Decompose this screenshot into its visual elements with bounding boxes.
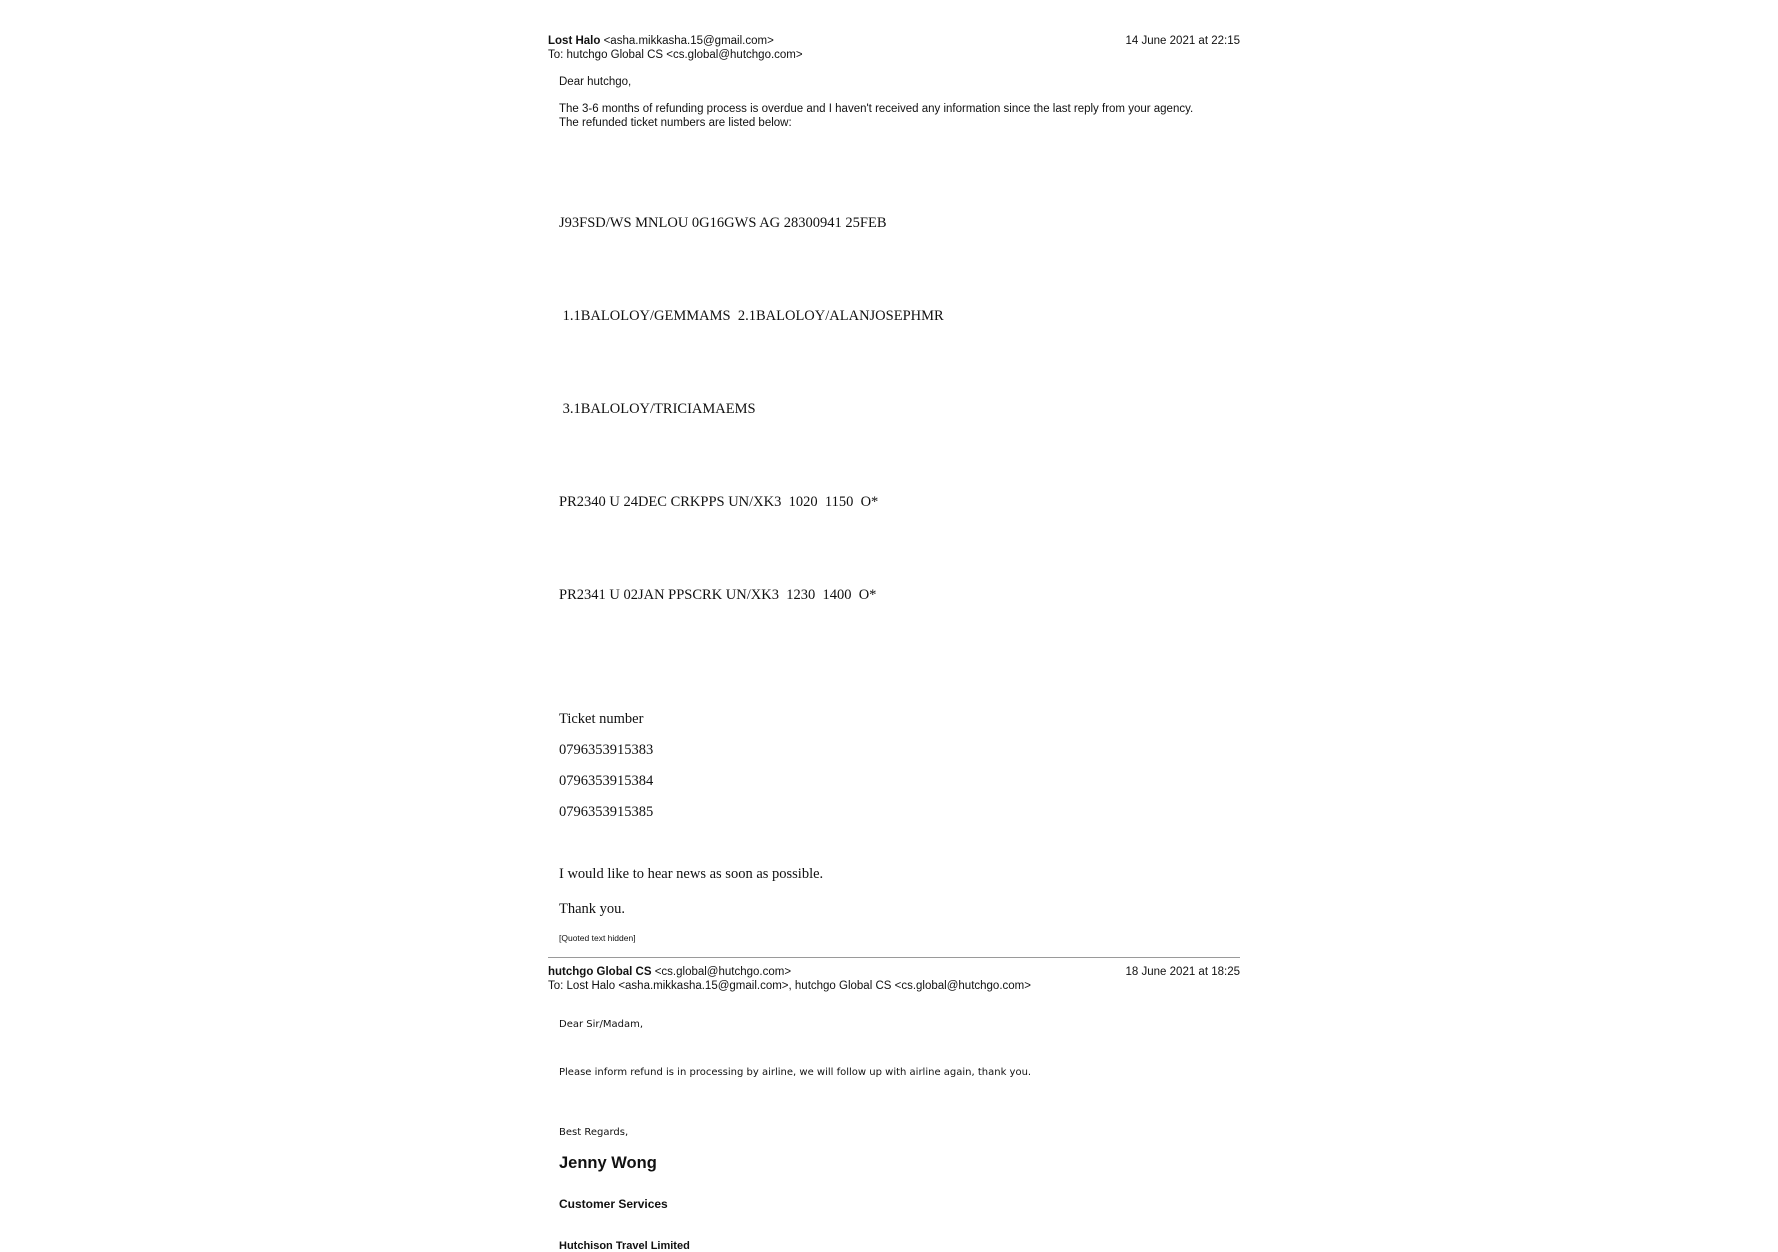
intro-line-2: The refunded ticket numbers are listed below: [559,117,792,129]
greeting: Dear Sir/Madam, [559,1019,644,1030]
closing-line: I would like to hear news as soon as possible. [559,866,824,882]
message-divider [548,957,1240,958]
signature-name: Jenny Wong [559,1154,657,1172]
sender-name: hutchgo Global CS [548,966,652,978]
signature-department: Customer Services [559,1197,668,1211]
recipient-line: To: hutchgo Global CS <cs.global@hutchgo.com> [548,49,803,61]
closing [559,859,1240,925]
booking-line: J93FSD/WS MNLOU 0G16GWS AG 28300941 25FEB [559,215,887,231]
reply-text: Please inform refund is in processing by airline, we will follow up with airline again, thank you. [559,1067,1032,1078]
booking-line: 3.1BALOLOY/TRICIAMAEMS [559,401,756,417]
sender-email[interactable]: <asha.mikkasha.15@gmail.com> [603,35,774,47]
message-1-body [548,75,1240,943]
message-2-body [548,1019,1240,1252]
email-thread [548,34,1240,1252]
message-1-header [548,34,1240,62]
greeting: Dear hutchgo, [559,76,632,88]
booking-line: PR2341 U 02JAN PPSCRK UN/XK3 1230 1400 O* [559,587,877,603]
regards: Best Regards, [559,1127,629,1138]
ticket-list [559,704,1240,828]
booking-details [559,146,1240,673]
thanks-line: Thank you. [559,901,626,917]
sender-name: Lost Halo [548,35,601,47]
booking-line: 1.1BALOLOY/GEMMAMS 2.1BALOLOY/ALANJOSEPHMR [559,308,944,324]
signature-company: Hutchison Travel Limited [559,1240,690,1252]
booking-line: PR2340 U 24DEC CRKPPS UN/XK3 1020 1150 O* [559,494,879,510]
message-2-header [548,965,1240,993]
message-date: 18 June 2021 at 18:25 [1125,966,1240,978]
recipient-line: To: Lost Halo <asha.mikkasha.15@gmail.com>, hutchgo Global CS <cs.global@hutchgo.com> [548,980,1031,992]
ticket-number: 0796353915384 [559,773,654,789]
message-date: 14 June 2021 at 22:15 [1125,35,1240,47]
quoted-text-toggle[interactable]: [Quoted text hidden] [559,933,636,943]
intro-line-1: The 3-6 months of refunding process is overdue and I haven't received any information since the last reply from your agency. [559,103,1194,115]
ticket-number: 0796353915383 [559,742,654,758]
sender-email[interactable]: <cs.global@hutchgo.com> [654,966,792,978]
ticket-number: 0796353915385 [559,804,654,820]
ticket-heading: Ticket number [559,711,644,727]
